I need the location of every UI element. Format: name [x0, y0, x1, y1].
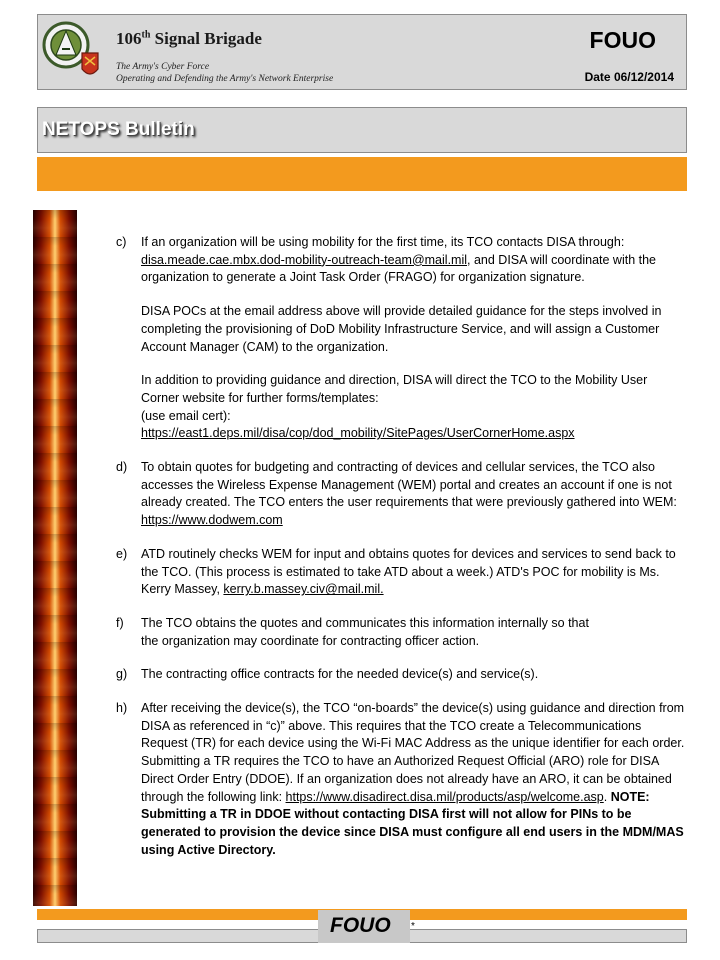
list-item-g: g) The contracting office contracts for the needed device(s) and service(s). [116, 667, 539, 682]
flame-sidebar-graphic [33, 210, 77, 906]
list-item-e: e) ATD routinely checks WEM for input and obtains quotes for devices and services to send back to the TCO. (This process is estimated to take ATD about a week.) ATD's POC for mobility is Ms. Kerry Massey, kerry.b.massey.civ@mail.mil. [116, 546, 676, 597]
bulletin-body [116, 234, 686, 859]
bulletin-title-bar [37, 107, 687, 153]
list-item-h: h) After receiving the device(s), the TCO “on-boards” the device(s) using guidance and direction from DISA as referenced in “c)” above. This requires that the TCO create a Telecommunications Request (TR) for each device using the Wi-Fi MAC Address as the unique identifier for each order. Submitting a TR requires the TCO to have an Authorized Request Official (ARO) role for DISA Direct Order Entry (DDOE). If an organization does not already have an ARO, it can be obtained through the following link: https://www.disadirect.disa.mil/products/asp/welcome.asp. NOTE: Submitting a TR in DDOE without contacting DISA first will not allow for PINs to be generated to provision the device since DISA must configure all end users in the MDM/MAS using Active Directory. [116, 701, 685, 857]
disa-direct-link[interactable]: https://www.disadirect.disa.mil/products/asp/welcome.asp [285, 789, 604, 804]
page-header [37, 14, 687, 90]
bulletin-title: NETOPS Bulletin [42, 119, 195, 140]
list-item-f: f) The TCO obtains the quotes and communicates this information internally so that the organization may coordinate for contracting officer action. [116, 615, 589, 648]
list-item-d: d) To obtain quotes for budgeting and contracting of devices and cellular services, the TCO also accesses the Wireless Expense Management (WEM) portal and creates an account if one is not already created. The TCO enters the user requirements that were previously gathered into WEM: https://www.dodwem.com [116, 460, 677, 528]
list-item-c: c) If an organization will be using mobility for the first time, its TCO contacts DISA through: disa.meade.cae.mbx.dod-mobility-outreach-team@mail.mil, and DISA will coordinate with the organization to generate a Joint Task Order (FRAGO) for organization signature. DISA POCs at the email address above will provide detailed guidance for the steps involved in completing the provisioning of DoD Mobility Infrastructure Service, and will assign a Customer Account Manager (CAM) to the organization. In addition to providing guidance and direction, DISA will direct the TCO to the Mobility User Corner website for further forms/templates: (use email cert): https://east1.deps.mil/disa/cop/dod_mobility/SitePages/UserCornerHome.aspx [116, 234, 686, 443]
footer-classification-box [318, 910, 410, 943]
orange-divider [37, 157, 687, 191]
poc-email-link[interactable]: kerry.b.massey.civ@mail.mil. [223, 582, 384, 597]
brigade-motto: The Army's Cyber Force Operating and Defending the Army's Network Enterprise [116, 62, 334, 84]
footer-classification: FOUO [330, 914, 391, 937]
brigade-logo [42, 19, 104, 83]
ddoe-note: NOTE: Submitting a TR in DDOE without contacting DISA first will not allow for PINs to be generated to provision the device since DISA must configure all end users in the MDM/MAS using Active Directory. [141, 789, 684, 857]
brigade-name: 106th Signal Brigade [116, 29, 262, 48]
classification-marking: FOUO [589, 27, 656, 53]
disa-email-link[interactable]: disa.meade.cae.mbx.dod-mobility-outreach-team@mail.mil [141, 252, 468, 267]
disa-poc-paragraph: DISA POCs at the email address above will provide detailed guidance for the steps involved in completing the provisioning of DoD Mobility Infrastructure Service, and will assign a Customer Account Manager (CAM) to the organization. [141, 304, 662, 354]
bulletin-date: Date 06/12/2014 [584, 70, 674, 84]
footer-star-mark: * [411, 921, 415, 932]
user-corner-link[interactable]: https://east1.deps.mil/disa/cop/dod_mobility/SitePages/UserCornerHome.aspx [141, 426, 575, 441]
wem-portal-link[interactable]: https://www.dodwem.com [141, 513, 283, 528]
